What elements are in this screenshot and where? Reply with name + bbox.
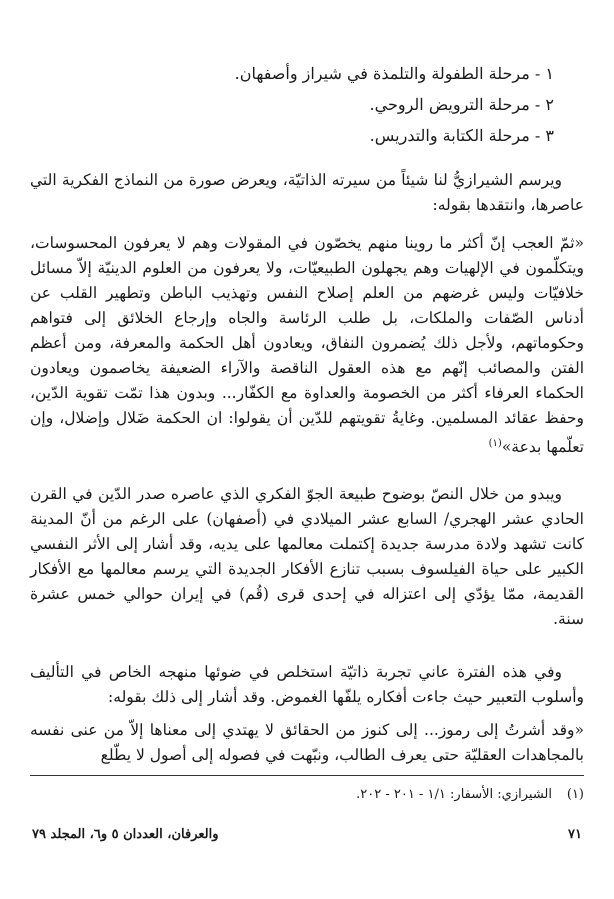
footnote (30, 785, 584, 805)
quote-paragraph (30, 231, 584, 460)
stage-item: ١ - مرحلة الطفولة والتلمذة في شيراز وأصفهان. (234, 64, 554, 83)
intro-paragraph: ويرسم الشيرازيُّ لنا شيئاً من سيرته الذاتيّة، ويعرض صورة من النماذج الفكرية التي عاصرها، وانتقدها بقوله: (30, 171, 584, 214)
analysis-paragraph: ويبدو من خلال النصّ بوضوح طبيعة الجوّ الفكري الذي عاصره صدر الدّين في القرن الحادي عشر الهجري/ السابع عشر الميلادي في (أصفهان) على الرغم من أنّ المدينة كانت تشهد ولادة مدرسة جديدة إكتملت معالمها على يديه، وقد أشار إلى الأثر النفسي الكبير على حياة الفيلسوف بسبب تنازع الأفكار الجديدة التي يرسم معالمها مع الأفكار القديمة، ممّا يؤدّي إلى اعتزاله في إحدى قرى (قُم) في إيران حوالي خمس عشرة سنة. (30, 485, 584, 628)
footnote-reference: (١) (488, 438, 502, 449)
stages-list (54, 58, 554, 151)
page-footer (30, 827, 584, 849)
page-number: ٧١ (568, 827, 582, 842)
footnote-divider (30, 775, 584, 776)
stage-item: ٣ - مرحلة الكتابة والتدريس. (369, 126, 554, 145)
quote-text: «ثمّ العجب إنّ أكثر ما روينا منهم يخصّون في المقولات وهم لا يعرفون المحسوسات، ويتكلّمون في الإلهيات وهم يجهلون الطبيعيّات، ولا يعرفون من العلوم الدينيّة إلاّ مسائل خلافيّات وليس غرضهم من العلم إصلاح النفس وتهذيب الباطن وتطهير القلب عن أدناس الصّفات والملكات، بل طلب الرئاسة والجاه وإرجاع الخلائق إلى فتواهم وحكوماتهم، ولأجل ذلك يُضمرون النفاق، ويعادون أهل الحكمة والمعرفة، ومن أعظم الفتن والمصائب إنّهم مع هذه العقول الناقصة والآراء الضعيفة يخاصمون ويعادون الحكماء العرفاء أكثر من الخصومة والعداوة مع الكفّار... وبدون هذا تمّت تقوية الدّين، وحفظ عقائد المسلمين. وغايةُ تقويتهم للدّين أن يقولوا: ان الحكمة ضَلال وإضلال، وإن تعلّمها بدعة» (30, 234, 584, 457)
second-quote-paragraph: «وقد أشرتُ إلى رموز... إلى كنوز من الحقائق لا يهتدي إلى معناها إلاّ من عنى نفسه بالمجاهدات العقليّة حتى يعرف الطالب، ونبّهت في فصوله إلى أصول لا يطّلع (30, 721, 584, 764)
period-paragraph: وفي هذه الفترة عاني تجربة ذاتيّة استخلص في ضوئها منهجه الخاص في التأليف وأسلوب التعبير حيث جاءت أفكاره يلفّها الغموض. وقد أشار إلى ذلك بقوله: (30, 663, 584, 706)
footnote-number: (١) (566, 787, 584, 802)
journal-info: والعرفان، العددان ٥ و٦، المجلد ٧٩ (32, 827, 219, 842)
footnote-text: الشيرازي: الأسفار: ١/١ - ٢٠١ - ٢٠٢. (356, 787, 552, 802)
stage-item: ٢ - مرحلة الترويض الروحي. (369, 95, 554, 114)
